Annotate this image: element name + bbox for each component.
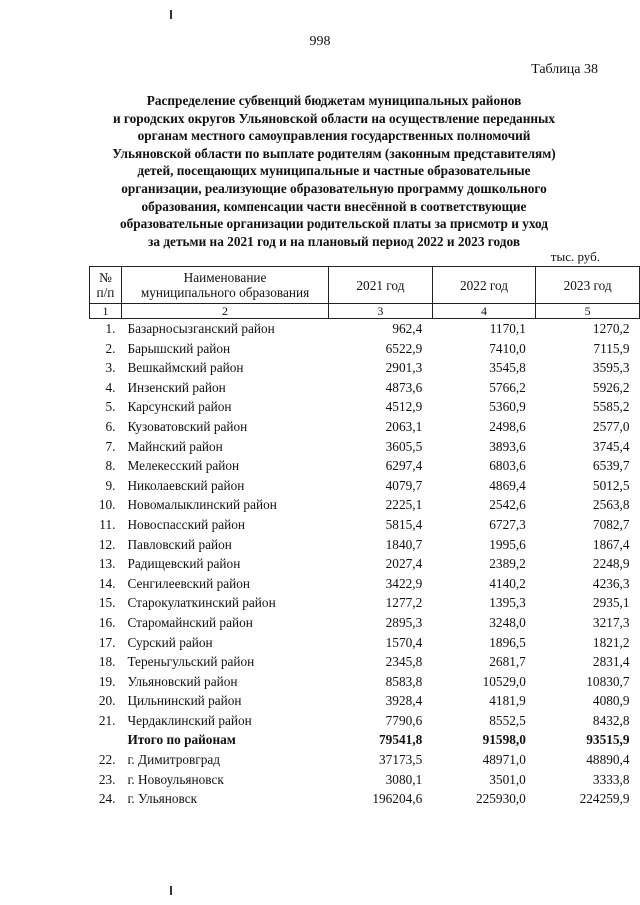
column-number: 3 <box>329 304 433 319</box>
value-2021: 2225,1 <box>385 497 423 513</box>
row-number: 13. <box>98 556 116 572</box>
value-2023: 2831,4 <box>592 654 630 670</box>
value-2023: 5926,2 <box>592 379 630 395</box>
row-number: 2. <box>105 340 116 356</box>
value-2023: 6539,7 <box>592 458 630 474</box>
value-2022: 10529,0 <box>482 673 526 689</box>
value-2021: 37173,5 <box>379 752 423 768</box>
value-2022: 5360,9 <box>489 399 526 415</box>
title-line: образовательные организации родительской платы за присмотр и уход <box>119 216 549 232</box>
row-name: г. Новоульяновск <box>127 771 224 787</box>
row-number: 17. <box>98 634 116 650</box>
table-row <box>90 789 640 809</box>
value-2023: 3217,3 <box>592 614 630 630</box>
table-row <box>90 397 640 417</box>
title-line: организации, реализующие образовательную программу дошкольного <box>121 180 547 196</box>
row-number: 22. <box>98 752 116 768</box>
value-2022: 2542,6 <box>489 497 526 513</box>
title-line: образования, компенсации части внесённой в соответствующие <box>141 198 527 214</box>
value-2023: 10830,7 <box>586 673 630 689</box>
row-number <box>90 730 122 750</box>
row-number: 6. <box>105 418 116 434</box>
binding-mark-bottom <box>170 886 172 895</box>
row-number: 15. <box>98 595 116 611</box>
value-2021: 3928,4 <box>385 693 423 709</box>
value-2021: 79541,8 <box>379 732 423 748</box>
value-2023: 8432,8 <box>592 712 630 728</box>
row-name: Вешкаймский район <box>127 360 244 376</box>
value-2022: 91598,0 <box>482 732 526 748</box>
row-name: Чердаклинский район <box>127 712 252 728</box>
row-name: Старокулаткинский район <box>127 595 276 611</box>
value-2021: 1840,7 <box>385 536 423 552</box>
table-title <box>84 92 584 250</box>
header-2022: 2022 год <box>432 267 536 304</box>
table-row <box>90 339 640 359</box>
title-line: и городских округов Ульяновской области на осуществление переданных <box>112 110 556 126</box>
value-2021: 2901,3 <box>385 360 423 376</box>
row-number: 24. <box>98 791 116 807</box>
value-2023: 224259,9 <box>579 791 630 807</box>
value-2023: 2577,0 <box>592 418 630 434</box>
table-row <box>90 358 640 378</box>
row-name: Сенгилеевский район <box>127 575 251 591</box>
table-row <box>90 691 640 711</box>
value-2021: 3422,9 <box>385 575 423 591</box>
value-2023: 1270,2 <box>592 321 630 336</box>
table-body <box>90 319 640 809</box>
column-number: 1 <box>90 304 122 319</box>
row-name: Новомалыклинский район <box>127 497 277 513</box>
table-row <box>90 711 640 731</box>
value-2022: 6803,6 <box>489 458 526 474</box>
value-2021: 2063,1 <box>385 418 423 434</box>
row-name: Барышский район <box>127 340 231 356</box>
row-name: Майнский район <box>127 438 223 454</box>
table-row <box>90 456 640 476</box>
column-number: 4 <box>432 304 536 319</box>
value-2022: 1395,3 <box>489 595 526 611</box>
value-2021: 6297,4 <box>385 458 423 474</box>
value-2023: 1867,4 <box>592 536 630 552</box>
value-2022: 8552,5 <box>489 712 526 728</box>
row-name: Инзенский район <box>127 379 226 395</box>
value-2022: 2389,2 <box>489 556 526 572</box>
row-number: 1. <box>105 321 116 336</box>
value-2022: 5766,2 <box>489 379 526 395</box>
value-2021: 4873,6 <box>385 379 423 395</box>
row-name: Радищевский район <box>127 556 241 572</box>
table-row <box>90 495 640 515</box>
value-2022: 225930,0 <box>475 791 526 807</box>
value-2022: 48971,0 <box>482 752 526 768</box>
table-row <box>90 593 640 613</box>
units-label: тыс. руб. <box>550 249 600 264</box>
column-number: 5 <box>536 304 640 319</box>
value-2021: 2027,4 <box>385 556 423 572</box>
value-2023: 93515,9 <box>586 732 630 748</box>
row-name: г. Димитровград <box>127 752 221 768</box>
total-row <box>90 730 640 750</box>
value-2023: 7115,9 <box>593 340 630 356</box>
title-line: за детьми на 2021 год и на плановый период 2022 и 2023 годов <box>148 233 520 249</box>
row-number: 16. <box>98 614 116 630</box>
subsidy-table <box>89 266 640 809</box>
value-2021: 4079,7 <box>385 477 423 493</box>
column-number: 2 <box>121 304 328 319</box>
table-row <box>90 574 640 594</box>
header-2023: 2023 год <box>536 267 640 304</box>
value-2021: 1277,2 <box>385 595 423 611</box>
value-2023: 2248,9 <box>592 556 630 572</box>
value-2022: 1995,6 <box>489 536 526 552</box>
value-2021: 8583,8 <box>385 673 423 689</box>
row-name: Цильнинский район <box>127 693 242 709</box>
value-2022: 1896,5 <box>489 634 526 650</box>
value-2021: 3080,1 <box>385 771 423 787</box>
row-name: Мелекесский район <box>127 458 240 474</box>
table-row <box>90 633 640 653</box>
header-number: № п/п <box>90 267 122 304</box>
header-name: Наименование муниципального образования <box>121 267 328 304</box>
row-name: Карсунский район <box>127 399 232 415</box>
value-2023: 3333,8 <box>592 771 630 787</box>
table-row <box>90 770 640 790</box>
value-2021: 3605,5 <box>385 438 423 454</box>
value-2022: 2498,6 <box>489 418 526 434</box>
row-name: Старомайнский район <box>127 614 253 630</box>
row-number: 19. <box>98 673 116 689</box>
row-name: Тереньгульский район <box>127 654 255 670</box>
row-name: Ульяновский район <box>127 673 238 689</box>
value-2021: 962,4 <box>392 321 423 336</box>
row-name: Николаевский район <box>127 477 245 493</box>
value-2021: 2895,3 <box>385 614 423 630</box>
header-row <box>90 267 640 304</box>
title-line: детей, посещающих муниципальные и частные образовательные <box>137 163 531 179</box>
value-2021: 1570,4 <box>385 634 423 650</box>
header-2021: 2021 год <box>329 267 433 304</box>
row-number: 23. <box>98 771 116 787</box>
value-2023: 4080,9 <box>592 693 630 709</box>
value-2022: 4140,2 <box>489 575 526 591</box>
value-2023: 7082,7 <box>592 516 630 532</box>
value-2021: 2345,8 <box>385 654 423 670</box>
row-name: Кузоватовский район <box>127 418 248 434</box>
row-number: 9. <box>105 477 116 493</box>
column-number-row <box>90 304 640 319</box>
title-line: Распределение субвенций бюджетам муниципальных районов <box>146 93 522 108</box>
table-row <box>90 437 640 457</box>
value-2023: 3595,3 <box>592 360 630 376</box>
page-number: 998 <box>309 34 331 49</box>
row-number: 8. <box>105 458 116 474</box>
value-2023: 1821,2 <box>592 634 630 650</box>
table-row <box>90 378 640 398</box>
table-row <box>90 535 640 555</box>
value-2023: 2935,1 <box>592 595 630 611</box>
row-number: 3. <box>105 360 116 376</box>
row-number: 7. <box>105 438 116 454</box>
binding-mark-top <box>170 10 172 19</box>
value-2022: 7410,0 <box>489 340 526 356</box>
value-2023: 5012,5 <box>592 477 630 493</box>
value-2022: 2681,7 <box>489 654 526 670</box>
value-2023: 48890,4 <box>586 752 630 768</box>
value-2021: 7790,6 <box>385 712 423 728</box>
row-number: 21. <box>98 712 116 728</box>
table-row <box>90 319 640 339</box>
row-number: 20. <box>98 693 116 709</box>
value-2021: 4512,9 <box>385 399 423 415</box>
table-row <box>90 672 640 692</box>
value-2021: 196204,6 <box>372 791 423 807</box>
table-label: Таблица 38 <box>531 62 598 77</box>
table-row <box>90 417 640 437</box>
value-2022: 3545,8 <box>489 360 526 376</box>
row-name: Павловский район <box>127 536 232 552</box>
table-row <box>90 515 640 535</box>
row-number: 10. <box>98 497 116 513</box>
value-2022: 4869,4 <box>489 477 526 493</box>
value-2022: 3501,0 <box>489 771 526 787</box>
value-2021: 6522,9 <box>385 340 423 356</box>
row-number: 4. <box>105 379 116 395</box>
row-name: Сурский район <box>127 634 213 650</box>
value-2023: 3745,4 <box>592 438 630 454</box>
row-name: Базарносызганский район <box>127 321 275 336</box>
row-name: Новоспасский район <box>127 516 246 532</box>
value-2022: 1170,1 <box>489 321 526 336</box>
row-name: г. Ульяновск <box>127 791 198 807</box>
value-2023: 2563,8 <box>592 497 630 513</box>
value-2022: 4181,9 <box>489 693 526 709</box>
table-row <box>90 613 640 633</box>
table-row <box>90 476 640 496</box>
row-number: 5. <box>105 399 116 415</box>
title-line: органам местного самоуправления государственных полномочий <box>137 128 531 144</box>
row-number: 11. <box>99 516 116 532</box>
row-number: 12. <box>98 536 116 552</box>
row-number: 14. <box>98 575 116 591</box>
value-2023: 4236,3 <box>592 575 630 591</box>
value-2022: 3248,0 <box>489 614 526 630</box>
value-2022: 6727,3 <box>489 516 526 532</box>
value-2023: 5585,2 <box>592 399 630 415</box>
row-number: 18. <box>98 654 116 670</box>
table-row <box>90 652 640 672</box>
title-line: Ульяновской области по выплате родителям (законным представителям) <box>112 145 556 161</box>
table-row <box>90 750 640 770</box>
value-2021: 5815,4 <box>385 516 423 532</box>
row-name: Итого по районам <box>127 732 236 748</box>
value-2022: 3893,6 <box>489 438 526 454</box>
table-row <box>90 554 640 574</box>
